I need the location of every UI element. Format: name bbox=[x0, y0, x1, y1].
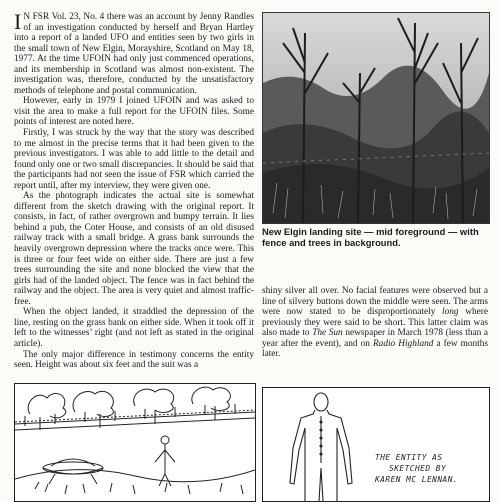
landing-site-photo bbox=[262, 12, 490, 224]
paragraph-2: However, early in 1979 I joined UFOIN and was asked to visit the area to make a full report for the UFOIN files. Some points of interest are noted here. bbox=[14, 96, 254, 128]
ufo-landing-sketch bbox=[15, 384, 255, 501]
drop-cap: I bbox=[14, 9, 22, 34]
left-column-text bbox=[14, 9, 254, 371]
photo-caption: New Elgin landing site — mid foreground — with fence and trees in background. bbox=[262, 226, 479, 248]
paragraph-3: Firstly, I was struck by the way that the story was described to me almost in the precise terms that it had been given to the previous investigators. I was able to add little to the detail and found only one or two small discrepancies. It should be said that the participants had not seen the issue of FSR which carried the report until, after my interview, they were given one. bbox=[14, 128, 254, 191]
entity-sketch bbox=[262, 387, 490, 502]
paragraph-continued: shiny silver all over. No facial features were observed but a line of silvery buttons down the middle were seen. The arms were now stated to be disproportionately long where previously they were said to be short. This latter claim was also made to The Sun newspaper in March 1978 (less than a year after the event), and on Radio Highland a few months later. bbox=[262, 286, 488, 360]
landing-sketch bbox=[14, 383, 256, 502]
right-column-text bbox=[262, 286, 488, 360]
paragraph-6: The only major difference in testimony concerns the entity seen. Height was about six feet and the suit was a bbox=[14, 349, 254, 371]
paragraph-intro: I N FSR Vol. 23, No. 4 there was an account by Jenny Randles of an investigation conducted by herself and Bryan Hartley into a report of a landed UFO and entities seen by two girls in the small town of New Elgin, Morayshire, Scotland on May 18, 1977. At the time UFOIN had only just commenced operations, and its membership in Scotland was almost non-existent. The investigation was, therefore, conducted by the unsatisfactory methods of telephone and postal communication. bbox=[14, 9, 254, 96]
paragraph-4: As the photograph indicates the actual site is somewhat different from the sketch drawing with the original report. It consists, in fact, of rather overgrown and bumpy terrain. It lies behind a pub, the Coter House, and consists of an old disused railway track with a small bridge. A grass bank surrounds the heavily overgrown depression where the tracks once were. This is three or four feet wide on either side. There are just a few trees surrounding the site and none blocked the view that the girls had of the landed object. The fence was in fact behind the railway and the object. The area is very quiet and almost traffic-free. bbox=[14, 191, 254, 307]
entity-sketch-label: THE ENTITY AS SKETCHED BY KAREN MC LENNAN. bbox=[375, 453, 459, 484]
landing-site-photo-image bbox=[263, 13, 489, 223]
paragraph-5: When the object landed, it straddled the depression of the line, resting on the grass bank on either side. When it took off it left to the witnesses’ right (and not left as stated in the original article). bbox=[14, 307, 254, 349]
